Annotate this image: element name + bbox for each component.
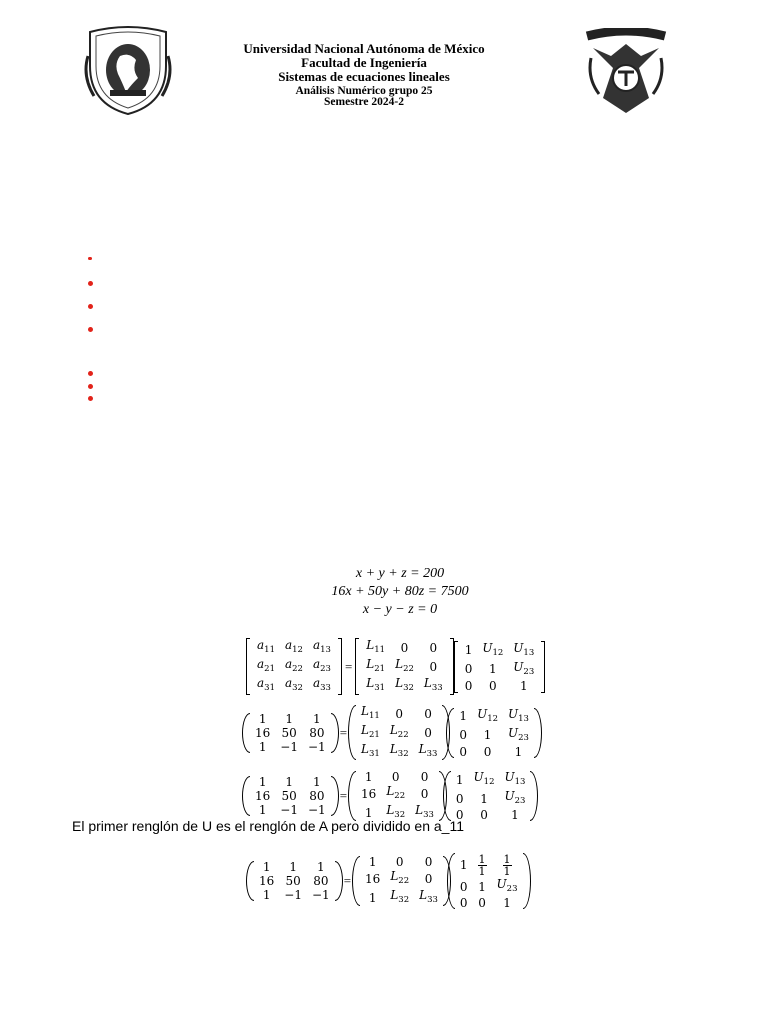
matrix-cell: 0: [459, 879, 468, 894]
matrix-cell: $a_{13}$: [312, 638, 331, 655]
list-bullet: [88, 371, 93, 376]
matrix-cell: 16: [259, 874, 275, 888]
matrix-u-symbolic: [448, 707, 540, 759]
matrix-cell: 1: [258, 739, 267, 754]
matrix-cell: 0: [424, 855, 433, 869]
matrix-u-first-row: [449, 852, 529, 910]
matrix-cell: $a_{31}$: [257, 676, 275, 693]
matrix-cell: 80: [313, 874, 329, 888]
matrix-cell: $L_{21}$: [361, 723, 380, 740]
matrix-cell: 1: [519, 678, 528, 693]
first-row-note: El primer renglón de U es el renglón de A pero dividido en a_11: [72, 818, 464, 834]
matrix-cell: 1: [483, 728, 492, 742]
matrix-cell: 1: [285, 711, 293, 726]
matrix-cell: 0: [420, 786, 429, 801]
matrix-cell: 0: [464, 678, 473, 693]
matrix-a-numeric: [244, 712, 337, 754]
matrix-l-symbolic: [355, 638, 453, 695]
matrix-cell: 1: [289, 860, 297, 874]
matrix-cell: −1: [307, 739, 326, 754]
matrix-a-numeric: [248, 860, 341, 902]
matrix-cell: 1: [514, 744, 523, 759]
lu-numeric-row-3: [248, 852, 529, 910]
matrix-cell: −1: [284, 888, 302, 902]
matrix-cell: 0: [459, 896, 468, 910]
matrix-cell: $L_{22}$: [395, 657, 414, 674]
matrix-cell: 1: [464, 643, 473, 657]
matrix-cell: $a_{32}$: [284, 676, 303, 693]
equals-sign: =: [339, 724, 348, 740]
matrix-cell: $L_{22}$: [389, 723, 409, 740]
matrix-cell: 1: [459, 709, 468, 723]
unam-logo: [80, 26, 176, 116]
matrix-cell: 1: [262, 860, 271, 874]
matrix-cell: 50: [285, 874, 301, 888]
matrix-cell: 1: [258, 775, 267, 789]
matrix-cell: 80: [309, 789, 325, 803]
matrix-cell: $L_{33}$: [418, 742, 438, 759]
matrix-cell: $L_{21}$: [366, 657, 386, 674]
matrix-cell: $L_{32}$: [386, 803, 406, 820]
matrix-u-symbolic: [454, 641, 546, 693]
matrix-cell: $L_{33}$: [419, 888, 438, 905]
course-name: Análisis Numérico grupo 25: [295, 85, 433, 97]
matrix-cell: 1: [313, 711, 321, 726]
matrix-cell: 80: [309, 725, 325, 740]
matrix-cell: $L_{22}$: [390, 869, 410, 886]
equals-sign: =: [344, 658, 353, 674]
matrix-cell: 16: [361, 786, 377, 801]
matrix-cell: 0: [424, 725, 432, 740]
matrix-cell: 16: [365, 871, 381, 886]
list-bullet: [88, 396, 93, 401]
matrix-cell: 0: [420, 770, 429, 784]
matrix-cell: 16: [255, 725, 271, 740]
matrix-cell: $L_{11}$: [361, 704, 380, 721]
matrix-l-step: [350, 770, 445, 822]
matrix-cell: 0: [400, 640, 409, 655]
matrix-cell: $L_{11}$: [366, 638, 386, 655]
matrix-cell: −1: [280, 803, 298, 817]
matrix-cell: 1: [317, 860, 325, 874]
matrix-cell: −1: [307, 803, 326, 817]
matrix-u-symbolic: [445, 770, 537, 822]
matrix-cell: 0: [483, 744, 492, 759]
matrix-cell: −1: [280, 739, 298, 754]
equals-sign: =: [343, 873, 352, 888]
matrix-cell: $U_{12}$: [477, 706, 499, 724]
lu-numeric-row-2: [244, 770, 536, 822]
matrix-cell: 0: [480, 808, 488, 822]
document-header: [200, 42, 528, 112]
matrix-cell: $a_{12}$: [284, 638, 303, 655]
matrix-cell: $L_{32}$: [395, 676, 414, 693]
matrix-cell: 1: [258, 803, 267, 817]
list-bullet: [88, 327, 93, 332]
matrix-cell: 0: [395, 706, 404, 721]
matrix-a-numeric: [244, 775, 337, 817]
equation-3: x − y − z = 0: [362, 602, 438, 617]
matrix-cell: $U_{13}$: [513, 640, 535, 658]
matrix-cell: 0: [395, 855, 404, 869]
matrix-cell: 0: [424, 871, 433, 886]
list-bullet: [88, 384, 93, 389]
matrix-cell: $\frac{1}{1}$: [478, 853, 486, 878]
equation-1: x + y + z = 200: [355, 566, 445, 581]
matrix-cell: $U_{23}$: [508, 725, 529, 743]
matrix-cell: $a_{21}$: [257, 657, 275, 674]
matrix-cell: 1: [313, 775, 321, 789]
semester: Semestre 2024-2: [324, 96, 404, 108]
matrix-cell: 1: [511, 808, 519, 822]
matrix-cell: 0: [424, 706, 432, 721]
matrix-cell: 0: [391, 770, 400, 784]
list-bullet: [88, 281, 93, 286]
matrix-cell: $a_{23}$: [312, 657, 331, 674]
matrix-cell: 1: [262, 888, 271, 902]
lu-numeric-row-1: [244, 704, 540, 761]
matrix-cell: 0: [478, 896, 486, 910]
matrix-cell: 1: [364, 770, 373, 784]
matrix-cell: 0: [464, 662, 473, 676]
matrix-cell: $U_{23}$: [513, 659, 535, 677]
matrix-cell: 0: [459, 744, 468, 759]
faculty-name: Facultad de Ingeniería: [301, 55, 427, 70]
matrix-cell: $L_{31}$: [361, 742, 380, 759]
equation-2: 16x + 50y + 80z = 7500: [331, 584, 469, 599]
matrix-cell: 0: [455, 808, 464, 822]
matrix-cell: 1: [503, 896, 511, 910]
matrix-a-symbolic: [246, 638, 342, 695]
matrix-cell: 1: [455, 772, 464, 787]
matrix-cell: $a_{33}$: [312, 676, 331, 693]
matrix-cell: $L_{32}$: [389, 742, 409, 759]
matrix-cell: 0: [429, 659, 438, 674]
matrix-cell: $U_{12}$: [482, 640, 504, 658]
document-title: Sistemas de ecuaciones lineales: [278, 69, 450, 84]
matrix-cell: 1: [480, 791, 488, 806]
matrix-cell: 1: [459, 857, 468, 872]
matrix-cell: $U_{23}$: [496, 877, 518, 894]
matrix-cell: $U_{13}$: [508, 706, 529, 724]
matrix-cell: 0: [459, 728, 468, 742]
university-name: Universidad Nacional Autónoma de México: [243, 41, 485, 56]
matrix-cell: 1: [368, 890, 377, 905]
list-bullet: [88, 304, 93, 309]
matrix-cell: $\frac{1}{1}$: [503, 853, 511, 878]
matrix-cell: $L_{31}$: [366, 676, 386, 693]
matrix-cell: 1: [368, 855, 377, 869]
matrix-cell: 0: [455, 791, 464, 806]
matrix-cell: $a_{11}$: [257, 638, 275, 655]
equals-sign: =: [339, 788, 348, 803]
matrix-cell: $L_{22}$: [386, 784, 406, 801]
matrix-cell: 0: [488, 678, 497, 693]
matrix-cell: 1: [488, 662, 497, 676]
matrix-l-symbolic: [350, 704, 448, 761]
list-bullet: [88, 257, 92, 260]
matrix-cell: 0: [429, 640, 438, 655]
matrix-cell: $U_{23}$: [504, 789, 526, 806]
matrix-cell: −1: [311, 888, 330, 902]
matrix-cell: 50: [281, 789, 297, 803]
matrix-cell: 1: [258, 711, 267, 726]
matrix-cell: 1: [478, 879, 486, 894]
matrix-cell: $a_{22}$: [284, 657, 303, 674]
ingenieria-logo: [583, 28, 669, 118]
matrix-cell: $U_{13}$: [504, 770, 526, 787]
matrix-cell: $L_{33}$: [415, 803, 434, 820]
matrix-l-step: [354, 855, 449, 907]
matrix-cell: 50: [281, 725, 297, 740]
matrix-cell: $L_{32}$: [390, 888, 410, 905]
matrix-cell: 1: [285, 775, 293, 789]
lu-symbolic-row: [246, 638, 545, 695]
matrix-cell: 16: [255, 789, 271, 803]
matrix-cell: $L_{33}$: [423, 676, 443, 693]
matrix-cell: $U_{12}$: [473, 770, 495, 787]
matrix-cell: 1: [364, 805, 373, 820]
